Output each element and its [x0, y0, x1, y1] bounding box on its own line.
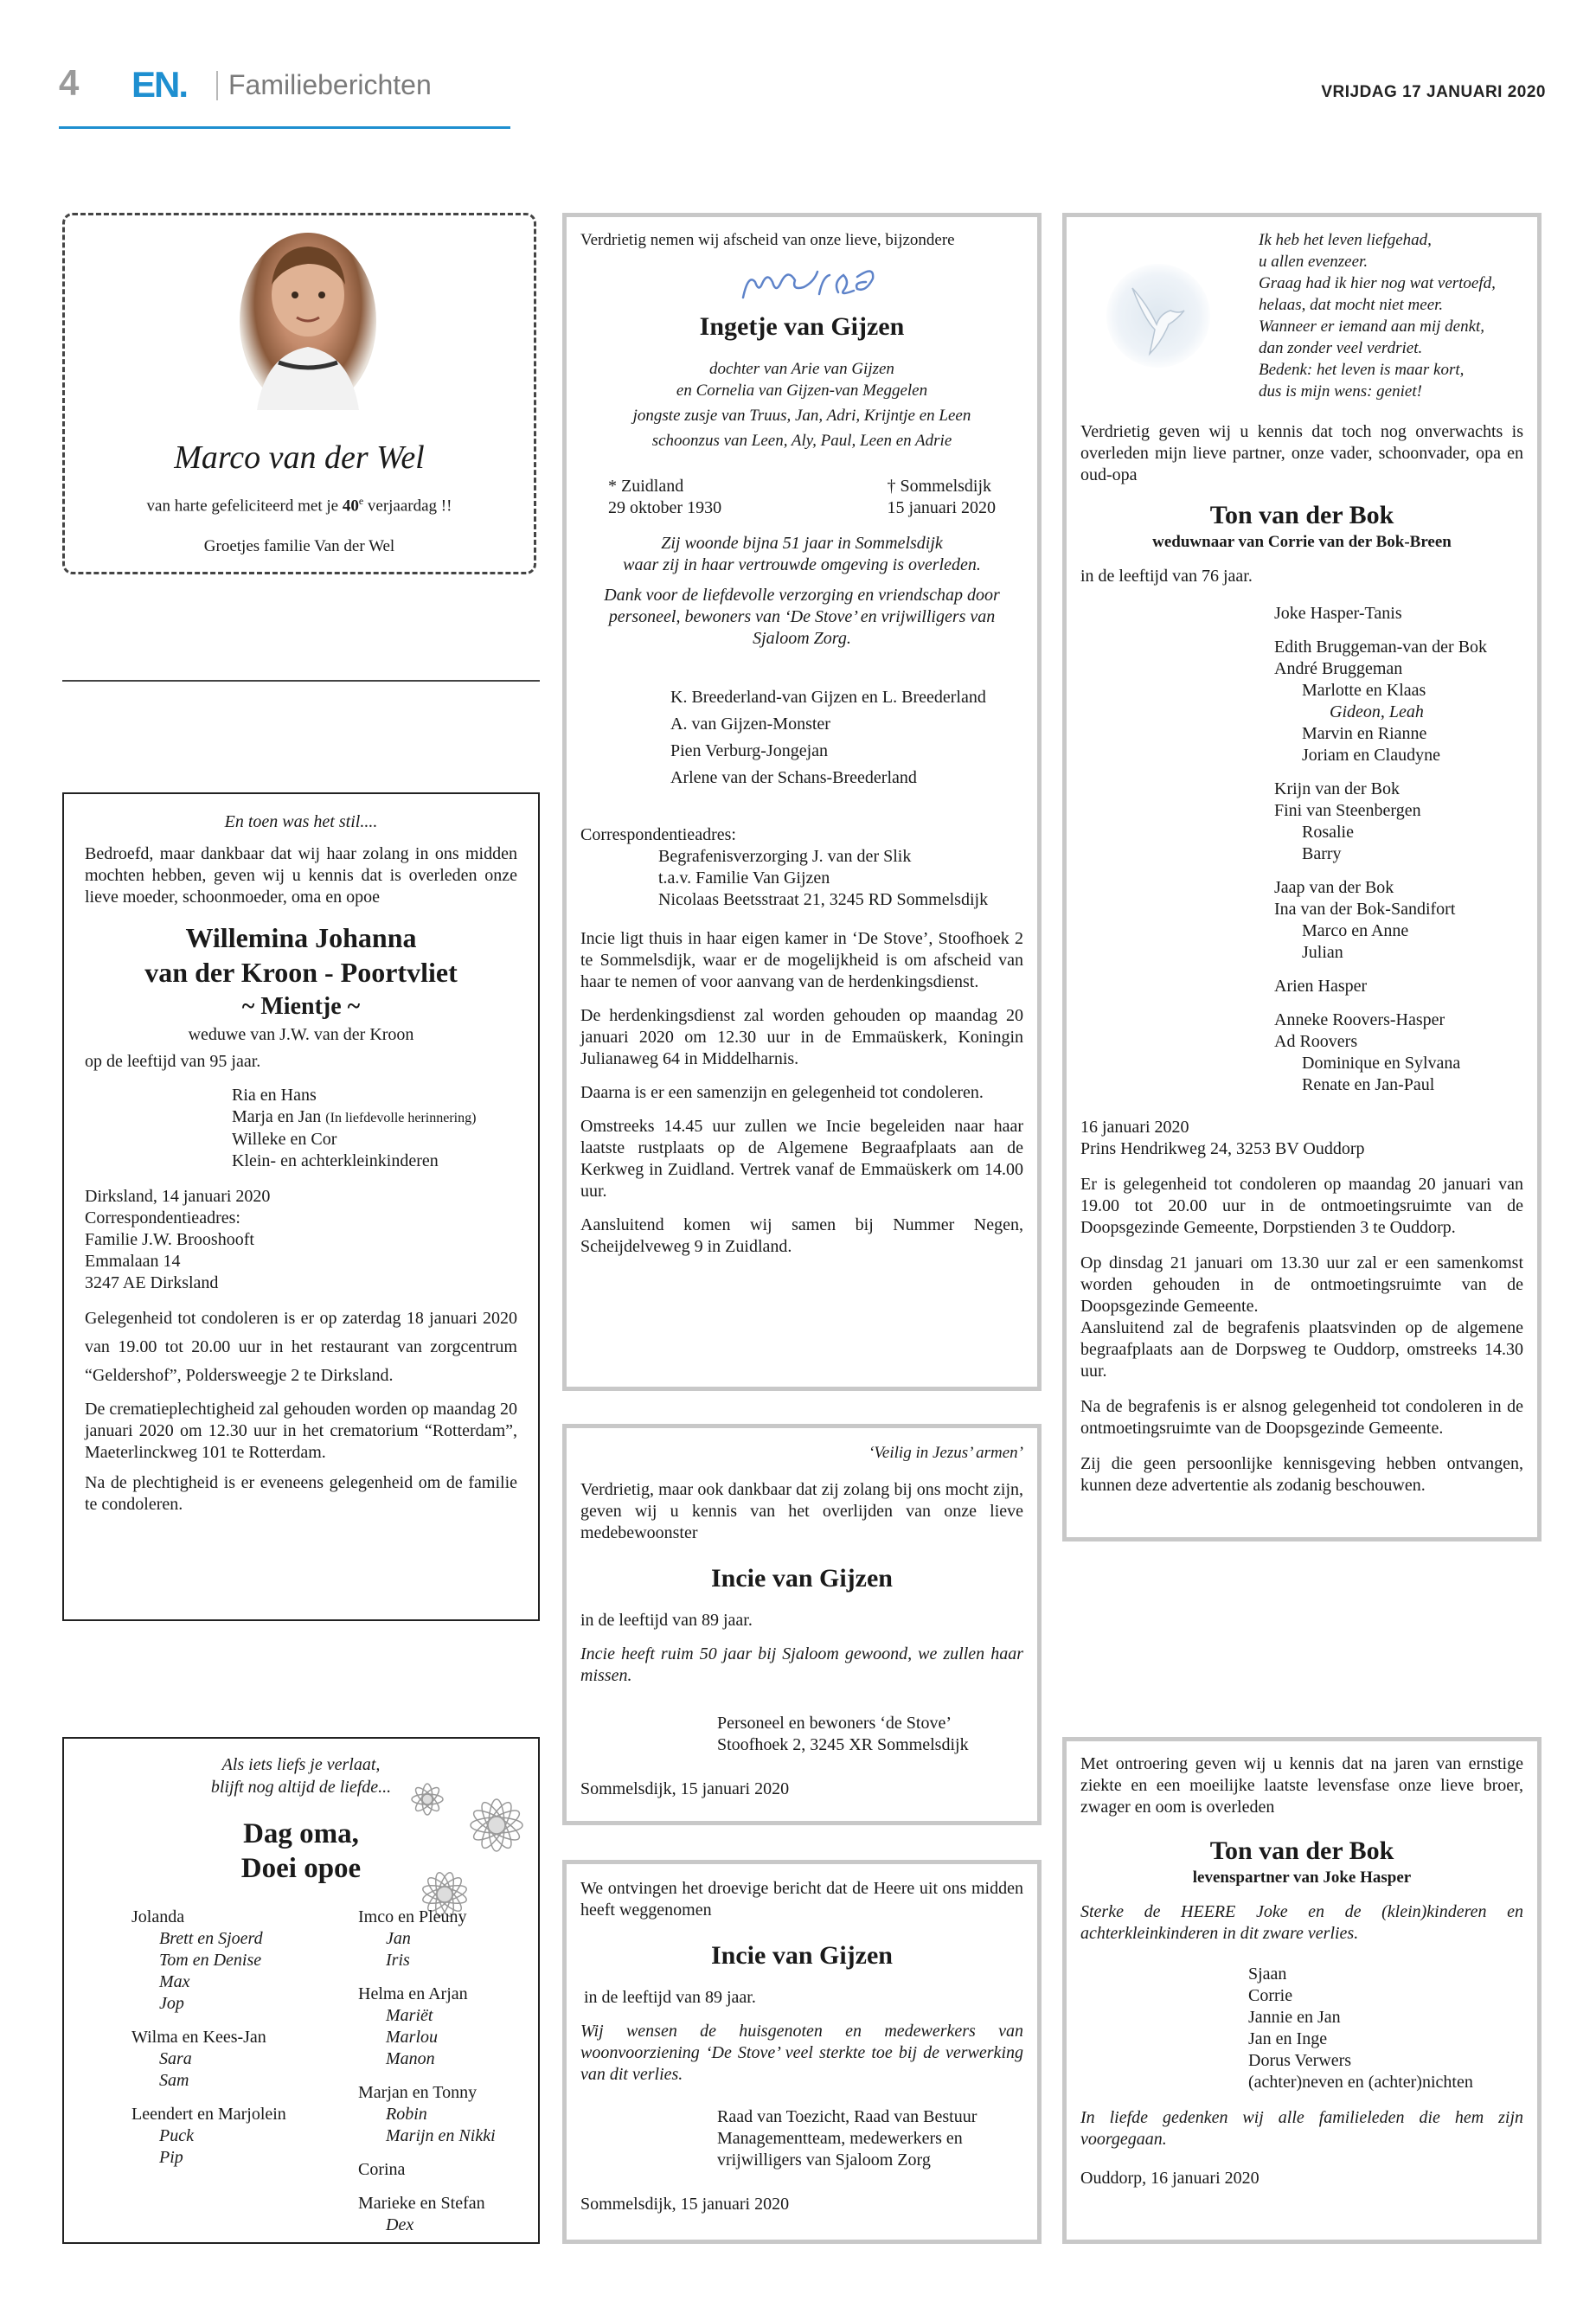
family-member: Sjaan — [1248, 1965, 1287, 1984]
deceased-name: Incie van Gijzen — [711, 1564, 893, 1593]
family-member: Jannie en Jan — [1248, 2008, 1341, 2027]
family-kid: Dex — [386, 2215, 414, 2234]
family-parents: Marieke en Stefan — [358, 2194, 485, 2213]
family-member: A. van Gijzen-Monster — [670, 715, 830, 734]
grandchildren-list-left — [131, 1907, 348, 2169]
family-parents: Wilma en Kees-Jan — [131, 2028, 266, 2047]
address-line: Prins Hendrikweg 24, 3253 BV Ouddorp — [1080, 1139, 1365, 1158]
family-member: Ad Roovers — [1274, 1032, 1358, 1051]
family-kid: Jan — [386, 1929, 411, 1948]
correspondence-address — [580, 846, 1023, 911]
announcement-text: Verdrietig, maar ook dankbaar dat zij zolang bij ons mocht zijn, geven wij u kennis van het overlijden van onze lieve medebewoonster — [580, 1480, 1023, 1542]
family-kid: Dominique en Sylvana — [1302, 1054, 1461, 1073]
death-date: 15 januari 2020 — [887, 498, 996, 517]
family-kid: Marvin en Rianne — [1302, 724, 1427, 743]
family-kid: Joriam en Claudyne — [1302, 746, 1440, 765]
gathering-text: Daarna is er een samenzijn en gelegenheid tot condoleren. — [580, 1083, 984, 1102]
parent-line: en Cornelia van Gijzen-van Meggelen — [676, 381, 928, 400]
burial-text: Omstreeks 14.45 uur zullen we Incie begeleiden naar haar laatste rustplaats op de Algemene Begraafplaats aan de Kerkweg in Zuidland. Vertrek vanaf de Emmaüskerk om 14.00 uur. — [580, 1117, 1023, 1201]
correspondence-line: Begrafenisverzorging J. van der Slik — [658, 847, 912, 866]
deceased-name-line2: van der Kroon - Poortvliet — [144, 957, 458, 988]
correspondence-line: Familie J.W. Brooshooft — [85, 1230, 254, 1249]
service-text: Op dinsdag 21 januari om 13.30 uur zal er een samenkomst worden gehouden in de ontmoetingsruimte van de Doopsgezinde Gemeente. — [1080, 1253, 1523, 1316]
signatories — [580, 2106, 1023, 2171]
condolence-text: Gelegenheid tot condoleren is er op zaterdag 18 januari 2020 van 19.00 tot 20.00 uur in het restaurant van zorgcentrum “Geldershof”, Poldersweegje 2 te Dirksland. — [85, 1309, 517, 1385]
birth-death-dates — [580, 476, 1023, 519]
family-member: Willeke en Cor — [232, 1130, 337, 1149]
family-member: Joke Hasper-Tanis — [1274, 604, 1402, 623]
place-date: Sommelsdijk, 15 januari 2020 — [580, 1779, 790, 1798]
family-list — [1080, 603, 1523, 1096]
burial-text: Aansluitend zal de begrafenis plaatsvinden op de algemene begraafplaats aan de Dorpsweg te Ouddorp, omstreeks 14.30 uur. — [1080, 1318, 1523, 1381]
family-kid: Rosalie — [1302, 823, 1354, 842]
signatory-line: Stoofhoek 2, 3245 XR Sommelsdijk — [717, 1735, 969, 1754]
birth-place: * Zuidland — [608, 477, 684, 496]
family-parents: Marjan en Tonny — [358, 2083, 478, 2102]
correspondence-line: t.a.v. Familie Van Gijzen — [658, 868, 830, 888]
farewell-title-1: Dag oma, — [243, 1818, 359, 1849]
after-text: Aansluitend komen wij samen bij Nummer Negen, Scheijdelveweg 9 in Zuidland. — [580, 1215, 1023, 1256]
correspondence-label: Correspondentieadres: — [85, 1208, 240, 1227]
family-list — [1080, 1964, 1523, 2093]
obituary-incie-sjaloom — [562, 1860, 1042, 2244]
family-member: Arlene van der Schans-Breederland — [670, 768, 917, 787]
place-date: Sommelsdijk, 15 januari 2020 — [580, 2195, 790, 2214]
family-member: Pien Verburg-Jongejan — [670, 741, 829, 760]
dove-image — [1106, 264, 1210, 368]
honoree-name: Marco van der Wel — [174, 439, 425, 476]
family-list — [85, 1085, 517, 1172]
correspondence-label: Correspondentieadres: — [580, 825, 736, 844]
family-parents: Imco en Pleuny — [358, 1907, 467, 1926]
family-member: Jan en Inge — [1248, 2029, 1328, 2048]
in-law-line: schoonzus van Leen, Aly, Paul, Leen en Adrie — [651, 432, 952, 450]
deceased-name-line1: Willemina Johanna — [185, 922, 417, 953]
obituary-ton-family — [1062, 213, 1542, 1541]
deceased-name: Ton van der Bok — [1209, 501, 1394, 529]
poem-line: dus is mijn wens: geniet! — [1259, 382, 1422, 401]
family-kid: Puck — [159, 2126, 194, 2145]
lived-line: waar zij in haar vertrouwde omgeving is overleden. — [623, 555, 981, 574]
dove-icon — [1106, 264, 1210, 368]
obituary-incie-stove — [562, 1424, 1042, 1825]
section-title: Familieberichten — [228, 69, 432, 100]
obituary-ton-siblings — [1062, 1737, 1542, 2244]
family-kid: Sam — [159, 2071, 189, 2090]
family-parents: Corina — [358, 2160, 406, 2179]
after-text: Na de plechtigheid is er eveneens gelegenheid om de familie te condoleren. — [85, 1473, 517, 1514]
family-kid: Pip — [159, 2148, 183, 2167]
correspondence-line: 3247 AE Dirksland — [85, 1273, 219, 1292]
signature-area — [580, 251, 1023, 310]
deceased-name: Ton van der Bok — [1209, 1836, 1394, 1865]
family-kid: Sara — [159, 2049, 192, 2068]
place-date: Ouddorp, 16 januari 2020 — [1080, 2169, 1259, 2188]
farewell-grandmother — [62, 1737, 540, 2244]
family-kid: Marlou — [386, 2028, 438, 2047]
poem-line: Bedenk: het leven is maar kort, — [1259, 361, 1465, 379]
poem-line: Wanneer er iemand aan mij denkt, — [1259, 317, 1485, 336]
family-parents: Helma en Arjan — [358, 1984, 468, 2003]
family-member: Arien Hasper — [1274, 977, 1368, 996]
signatories — [580, 1713, 1023, 1756]
poem-header — [1080, 229, 1523, 414]
poem-line: helaas, dat mocht niet meer. — [1259, 296, 1444, 314]
congrats-line: van harte gefeliciteerd met je 40e verjaardag !! — [146, 495, 452, 516]
farewell-title-2: Doei opoe — [240, 1853, 362, 1884]
family-kid: Marco en Anne — [1302, 921, 1409, 940]
header-rule — [59, 126, 510, 129]
family-member: Jaap van der Bok — [1274, 878, 1394, 897]
notice-text: Zij die geen persoonlijke kennisgeving hebben ontvangen, kunnen deze advertentie als zodanig beschouwen. — [1080, 1454, 1523, 1495]
family-kid: Manon — [386, 2049, 435, 2068]
family-member: (achter)neven en (achter)nichten — [1248, 2073, 1473, 2092]
correspondence-line: Emmalaan 14 — [85, 1252, 181, 1271]
place-date: Dirksland, 14 januari 2020 — [85, 1187, 271, 1206]
signatory-line: Personeel en bewoners ‘de Stove’ — [717, 1714, 952, 1733]
family-kid: Marlotte en Klaas — [1302, 681, 1426, 700]
signatory-line: Managementteam, medewerkers en — [717, 2129, 963, 2148]
obituary-ingetje — [562, 213, 1042, 1391]
family-kid: Tom en Denise — [159, 1951, 262, 1970]
family-kid: Iris — [386, 1951, 410, 1970]
announcement-text: Met ontroering geven wij u kennis dat na jaren van ernstige ziekte en een moeilijke laatste levensfase onze lieve broer, zwager en oom is overleden — [1080, 1754, 1523, 1817]
age-line: in de leeftijd van 76 jaar. — [1080, 567, 1253, 586]
family-kid: Robin — [386, 2105, 427, 2124]
family-member: Klein- en achterkleinkinderen — [232, 1151, 439, 1170]
birthday-announcement — [62, 213, 536, 574]
announcement-text: Bedroefd, maar dankbaar dat wij haar zolang in ons midden mochten hebben, geven wij u kennis dat is overleden onze lieve moeder, schoonmoeder, oma en opoe — [85, 844, 517, 907]
family-kid: Renate en Jan-Paul — [1302, 1075, 1435, 1094]
family-member: Krijn van der Bok — [1274, 779, 1400, 798]
family-member: Dorus Verwers — [1248, 2051, 1352, 2070]
family-member: K. Breederland-van Gijzen en L. Breederland — [670, 688, 986, 707]
family-kid: Marijn en Nikki — [386, 2126, 496, 2145]
child-portrait-icon — [240, 233, 376, 410]
after-text: Na de begrafenis is er alsnog gelegenheid tot condoleren in de ontmoetingsruimte van de Doopsgezinde Gemeente. — [1080, 1397, 1523, 1438]
birth-date: 29 oktober 1930 — [608, 498, 722, 517]
poem-line: u allen evenzeer. — [1259, 253, 1368, 271]
service-text: De herdenkingsdienst zal worden gehouden op maandag 20 januari 2020 om 12.30 uur in de Emmaüskerk, Koningin Julianaweg 64 in Middelharnis. — [580, 1006, 1023, 1068]
correspondence-line: Nicolaas Beetsstraat 21, 3245 RD Sommelsdijk — [658, 890, 989, 909]
partner-line: levenspartner van Joke Hasper — [1192, 1868, 1412, 1887]
signature-icon — [736, 256, 883, 308]
memory-text: Incie heeft ruim 50 jaar bij Sjaloom gewoond, we zullen haar missen. — [580, 1644, 1023, 1685]
family-member: Fini van Steenbergen — [1274, 801, 1421, 820]
grandchildren-list-right — [358, 1907, 540, 2236]
header-divider — [216, 71, 218, 100]
family-kid: Barry — [1302, 844, 1342, 863]
nickname: ~ Mientje ~ — [241, 993, 361, 1020]
opening-line: Verdrietig nemen wij afscheid van onze lieve, bijzondere — [580, 231, 955, 249]
date-line: 16 januari 2020 — [1080, 1118, 1189, 1137]
widower-line: weduwnaar van Corrie van der Bok-Breen — [1152, 533, 1452, 551]
quote-line2: blijft nog altijd de liefde... — [210, 1778, 392, 1797]
quote-line: ‘Veilig in Jezus’ armen’ — [869, 1444, 1023, 1462]
announcement-text: Verdrietig geven wij u kennis dat toch nog onverwachts is overleden mijn lieve partner, onze vader, schoonvader, opa en oud-opa — [1080, 422, 1523, 484]
lived-line: Zij woonde bijna 51 jaar in Sommelsdijk — [661, 534, 943, 553]
wish-text: Wij wensen de huisgenoten en medewerkers van woonvoorziening ‘De Stove’ veel sterkte toe bij de verwerking van dit verlies. — [580, 2022, 1023, 2084]
family-member: André Bruggeman — [1274, 659, 1403, 678]
family-parents: Jolanda — [131, 1907, 185, 1926]
opening-line: En toen was het stil.... — [224, 812, 378, 831]
thanks-text: Dank voor de liefdevolle verzorging en vriendschap door personeel, bewoners van ‘De Stove’ en vrijwilligers van Sjaloom Zorg. — [604, 586, 1000, 648]
cremation-text: De crematieplechtigheid zal gehouden worden op maandag 20 januari 2020 om 12.30 uur in het crematorium “Rotterdam”, Maeterlinckweg 101 te Rotterdam. — [85, 1400, 517, 1462]
family-kid: Jop — [159, 1994, 184, 2013]
obituary-willemina — [62, 792, 540, 1621]
family-member: Marja en Jan (In liefdevolle herinnering) — [232, 1107, 477, 1126]
family-member: Corrie — [1248, 1986, 1293, 2005]
family-kid: Julian — [1302, 943, 1343, 962]
poem — [1259, 229, 1496, 402]
issue-date: VRIJDAG 17 JANUARI 2020 — [1321, 83, 1546, 101]
remembrance-text: In liefde gedenken wij alle familieleden die hem zijn voorgegaan. — [1080, 2108, 1523, 2149]
greeting-line: Groetjes familie Van der Wel — [203, 537, 395, 555]
signatory-line: vrijwilligers van Sjaloom Zorg — [717, 2150, 931, 2170]
family-member: Ria en Hans — [232, 1086, 317, 1105]
newspaper-logo: EN. — [131, 64, 188, 105]
family-kid: Brett en Sjoerd — [159, 1929, 263, 1948]
strength-text: Sterke de HEERE Joke en de (klein)kinderen en achterkleinkinderen in dit zware verlies. — [1080, 1902, 1523, 1943]
announcement-text: We ontvingen het droevige bericht dat de Heere uit ons midden heeft weggenomen — [580, 1879, 1023, 1920]
column-divider — [62, 680, 540, 682]
page-number: 4 — [59, 62, 80, 103]
family-parents: Leendert en Marjolein — [131, 2105, 286, 2124]
widow-line: weduwe van J.W. van der Kroon — [188, 1025, 414, 1044]
deceased-name: Ingetje van Gijzen — [699, 312, 905, 341]
family-kid: Max — [159, 1972, 190, 1991]
age-line: op de leeftijd van 95 jaar. — [85, 1052, 261, 1071]
visiting-text: Incie ligt thuis in haar eigen kamer in ‘De Stove’, Stoofhoek 2 te Sommelsdijk, waar er de mogelijkheid is om afscheid van haar te nemen of voor aanvang van de herdenkingsdienst. — [580, 929, 1023, 991]
family-member: Ina van der Bok-Sandifort — [1274, 900, 1456, 919]
family-kid: Mariët — [386, 2006, 433, 2025]
family-list — [580, 684, 1023, 792]
parent-line: dochter van Arie van Gijzen — [709, 360, 894, 378]
poem-line: dan zonder veel verdriet. — [1259, 339, 1423, 357]
family-kid: Gideon, Leah — [1330, 702, 1424, 721]
family-member: Anneke Roovers-Hasper — [1274, 1010, 1445, 1029]
deceased-name: Incie van Gijzen — [711, 1941, 893, 1970]
sibling-line: jongste zusje van Truus, Jan, Adri, Krijntje en Leen — [632, 407, 971, 425]
condolence-text: Er is gelegenheid tot condoleren op maandag 20 januari van 19.00 tot 20.00 uur in de ontmoetingsruimte van de Doopsgezinde Gemeente, Dorpstienden 3 te Ouddorp. — [1080, 1175, 1523, 1237]
poem-line: Graag had ik hier nog wat vertoefd, — [1259, 274, 1496, 292]
signatory-line: Raad van Toezicht, Raad van Bestuur — [717, 2107, 977, 2126]
age-line: in de leeftijd van 89 jaar. — [584, 1988, 756, 2007]
quote-line1: Als iets liefs je verlaat, — [221, 1755, 381, 1774]
portrait-photo — [240, 233, 376, 410]
poem-line: Ik heb het leven liefgehad, — [1259, 231, 1432, 249]
age-line: in de leeftijd van 89 jaar. — [580, 1611, 753, 1630]
family-member: Edith Bruggeman-van der Bok — [1274, 638, 1488, 657]
death-place: † Sommelsdijk — [887, 477, 992, 496]
